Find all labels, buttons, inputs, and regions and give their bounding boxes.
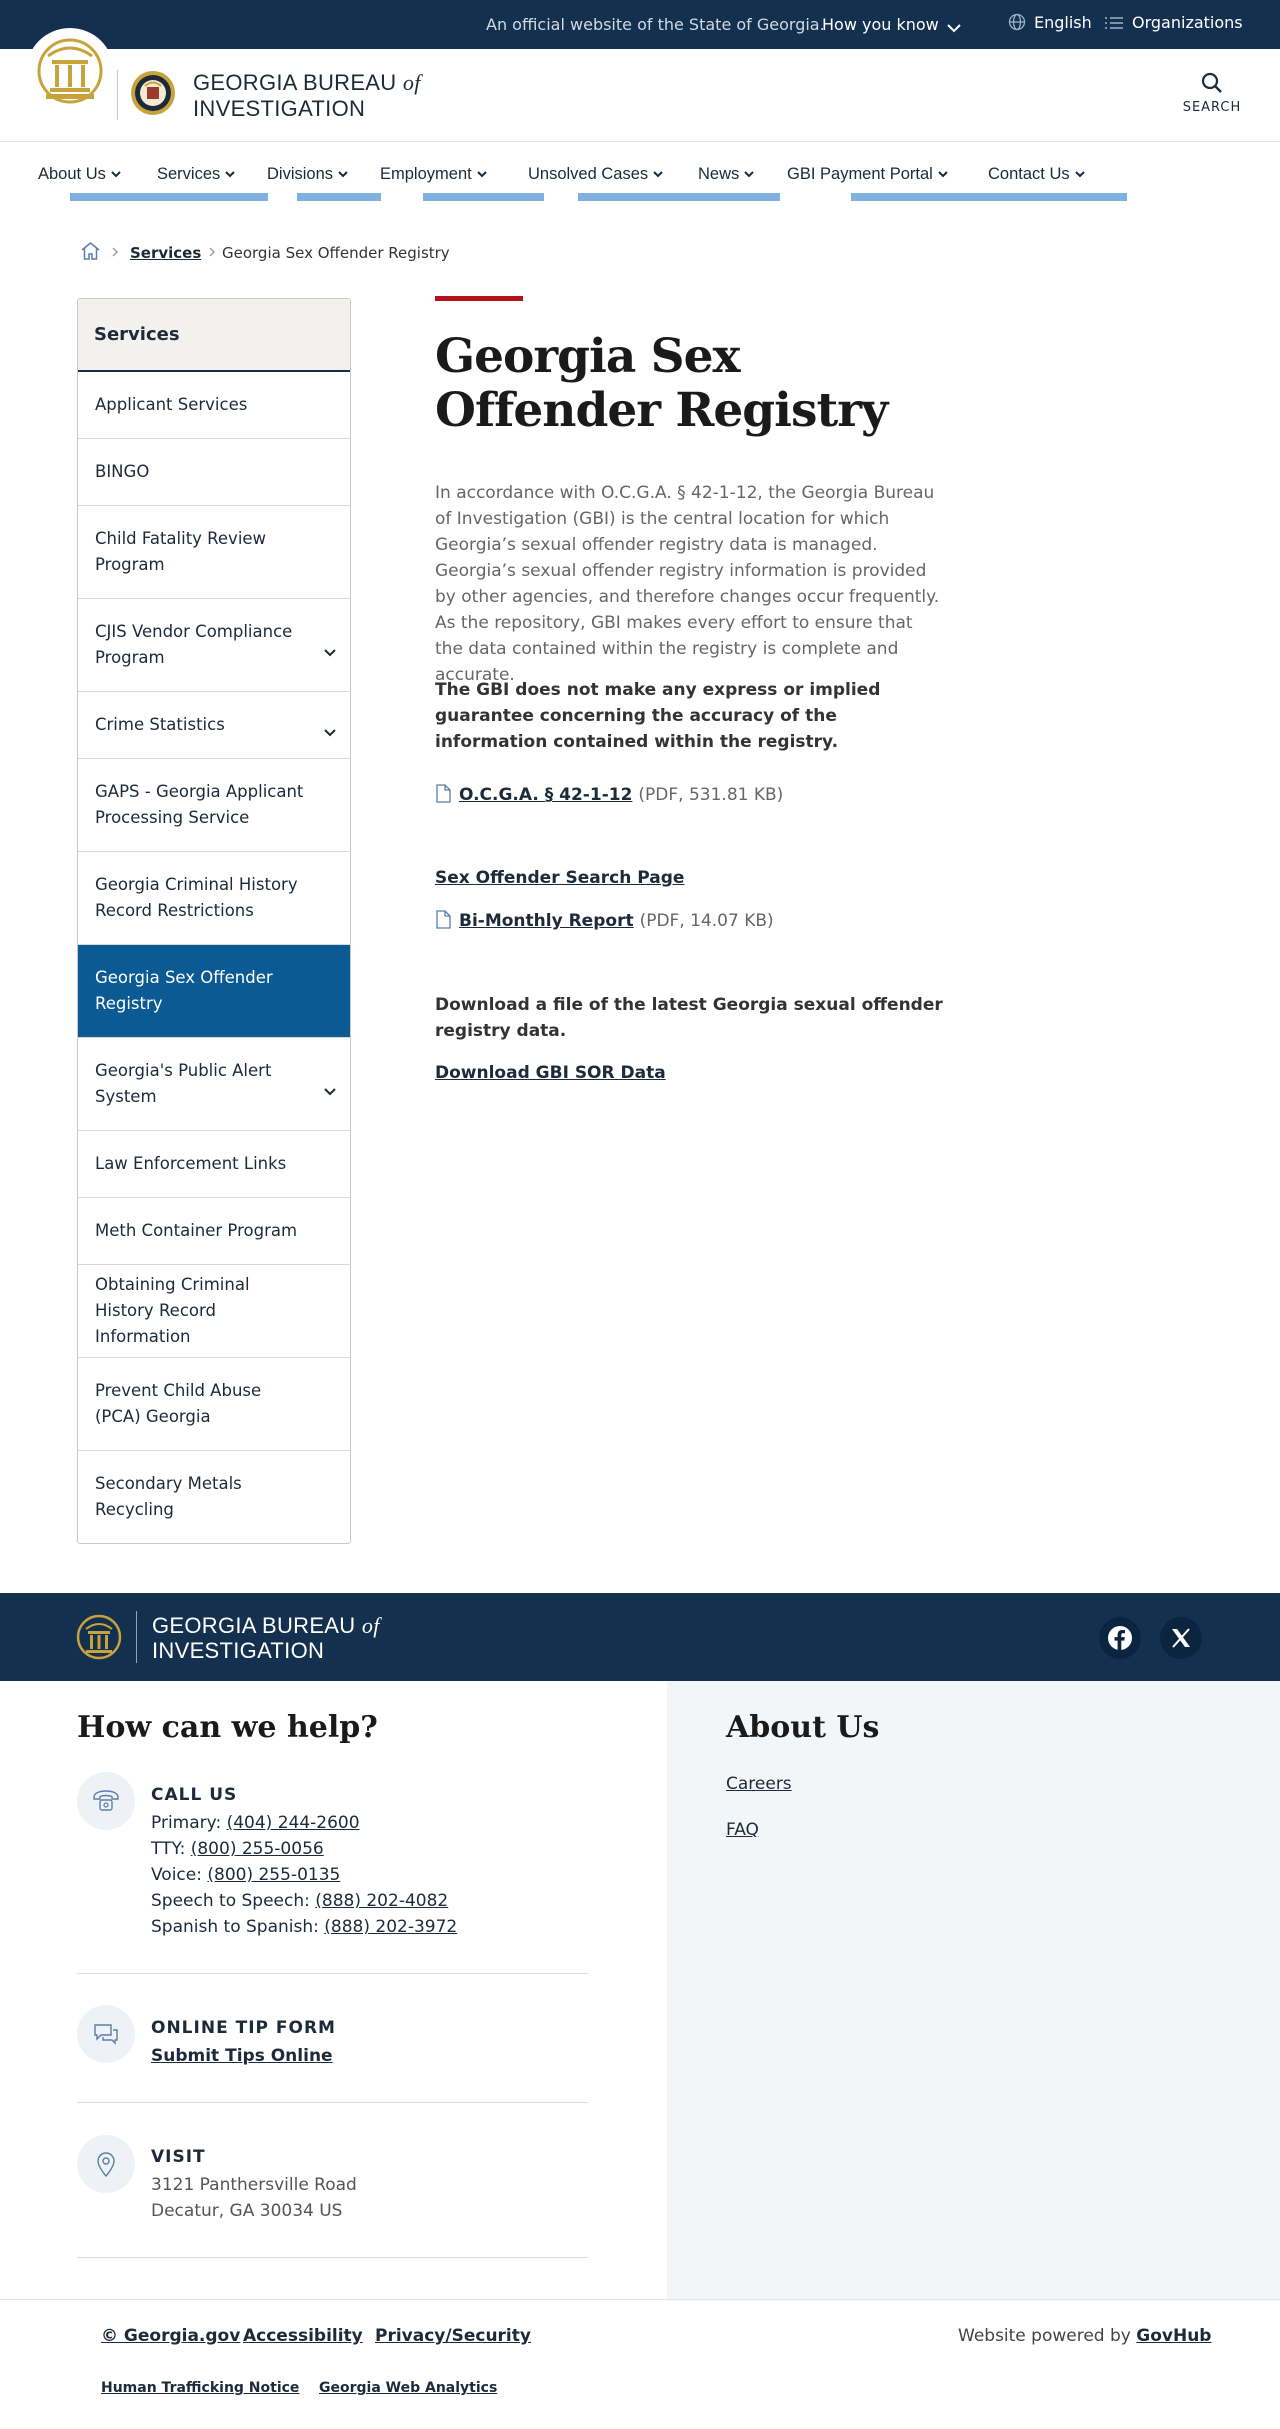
- help-title: How can we help?: [77, 1710, 378, 1745]
- nav-item-label: Contact Us: [988, 165, 1070, 183]
- nav-item-label: Services: [157, 165, 221, 183]
- sidebar-item-law-enforcement-links[interactable]: [78, 1131, 350, 1198]
- main-navigation: [0, 160, 1280, 190]
- download-sor-data-link[interactable]: Download GBI SOR Data: [435, 1063, 666, 1083]
- phone-tty-link[interactable]: (800) 255-0056: [190, 1839, 324, 1859]
- facebook-icon[interactable]: [1099, 1617, 1141, 1659]
- chevron-down-icon: [744, 164, 754, 183]
- phone-icon: [77, 1772, 135, 1830]
- chevron-down-icon[interactable]: [324, 1078, 336, 1104]
- georgia-web-analytics-link[interactable]: Georgia Web Analytics: [319, 2380, 498, 2396]
- chevron-down-icon[interactable]: [324, 639, 336, 665]
- sidebar-item-bingo[interactable]: [78, 439, 350, 506]
- bimonthly-file-item: [435, 910, 774, 931]
- faq-link[interactable]: FAQ: [726, 1820, 759, 1840]
- online-tip-label: ONLINE TIP FORM: [151, 2018, 336, 2038]
- phone-spanish: [151, 1917, 457, 1937]
- breadcrumb-separator-icon: [208, 244, 216, 262]
- nav-item-employment[interactable]: [380, 164, 487, 184]
- bottom-bar-border: [0, 2299, 1280, 2300]
- file-icon: [435, 784, 451, 803]
- phone-label: Primary:: [151, 1813, 222, 1833]
- sidebar-item-label: Georgia's Public Alert System: [95, 1061, 272, 1106]
- chevron-down-icon: [338, 164, 348, 183]
- organizations-menu[interactable]: [1104, 13, 1243, 32]
- how-you-know-label: How you know: [822, 15, 939, 34]
- language-label: English: [1034, 13, 1092, 32]
- chevron-down-icon[interactable]: [324, 719, 336, 745]
- sidebar-item-public-alert-system[interactable]: [78, 1038, 350, 1131]
- nav-item-gbi-payment-portal[interactable]: [787, 164, 948, 184]
- official-site-banner: [0, 0, 1280, 49]
- page-title: Georgia Sex Offender Registry: [435, 329, 888, 438]
- sidebar-item-cjis-vendor-compliance[interactable]: [78, 599, 350, 692]
- nav-item-label: News: [698, 165, 740, 183]
- sidebar-item-obtaining-criminal-history[interactable]: [78, 1265, 350, 1358]
- chevron-down-icon: [1075, 164, 1085, 183]
- about-us-title: About Us: [726, 1710, 880, 1745]
- footer-divider: [77, 1973, 588, 1974]
- agency-name-line1: [193, 70, 421, 96]
- nav-item-label: Employment: [380, 165, 472, 183]
- visit-label: VISIT: [151, 2147, 206, 2167]
- chevron-down-icon: [225, 164, 235, 183]
- human-trafficking-link[interactable]: Human Trafficking Notice: [101, 2380, 300, 2396]
- gbi-badge-logo[interactable]: [130, 70, 176, 116]
- header-border: [0, 141, 1280, 142]
- footer-divider: [77, 2102, 588, 2103]
- chevron-down-icon: [947, 15, 969, 34]
- submit-tips-link[interactable]: Submit Tips Online: [151, 2046, 333, 2066]
- georgia-state-seal-logo[interactable]: [76, 1611, 122, 1663]
- footer-agency-line2: INVESTIGATION: [152, 1638, 325, 1663]
- footer-agency-of: of: [361, 1613, 380, 1638]
- ocga-pdf-link[interactable]: O.C.G.A. § 42-1-12: [459, 785, 633, 805]
- sidebar-item-label: Child Fatality Review Program: [95, 529, 267, 574]
- x-twitter-icon[interactable]: [1160, 1617, 1202, 1659]
- sex-offender-search-link[interactable]: Sex Offender Search Page: [435, 868, 685, 888]
- sidebar-item-label: Georgia Sex Offender Registry: [95, 968, 273, 1013]
- sidebar-item-child-fatality-review[interactable]: [78, 506, 350, 599]
- location-pin-icon: [77, 2135, 135, 2193]
- address-line-1: 3121 Panthersville Road: [151, 2175, 357, 2195]
- search-button[interactable]: [1180, 72, 1244, 115]
- sidebar-item-label: GAPS - Georgia Applicant Processing Service: [95, 782, 304, 827]
- nav-highlight-strip: [578, 193, 780, 201]
- phone-voice: [151, 1865, 340, 1885]
- nav-highlight-strip: [70, 193, 268, 201]
- sidebar-item-secondary-metals[interactable]: [78, 1451, 350, 1543]
- sidebar-item-label: Law Enforcement Links: [95, 1154, 287, 1173]
- nav-item-contact-us[interactable]: [988, 164, 1085, 184]
- agency-name-line2: INVESTIGATION: [193, 96, 366, 121]
- home-icon[interactable]: [80, 241, 101, 265]
- nav-item-about-us[interactable]: [38, 164, 121, 184]
- how-you-know-toggle[interactable]: [822, 15, 969, 34]
- nav-highlight-strip: [851, 193, 1127, 201]
- footer-divider: [136, 1611, 137, 1663]
- phone-label: Voice:: [151, 1865, 202, 1885]
- chevron-down-icon: [477, 164, 487, 183]
- breadcrumb-services-link[interactable]: Services: [130, 244, 202, 262]
- footer-agency-bureau: GEORGIA BUREAU: [152, 1613, 362, 1638]
- nav-item-unsolved-cases[interactable]: [528, 164, 663, 184]
- agency-name-bureau: GEORGIA BUREAU: [193, 70, 403, 95]
- phone-label: Speech to Speech:: [151, 1891, 310, 1911]
- nav-highlight-strip: [423, 193, 544, 201]
- georgia-gov-link[interactable]: © Georgia.gov: [101, 2326, 241, 2346]
- chevron-down-icon: [938, 164, 948, 183]
- sidebar-item-label: BINGO: [95, 462, 150, 481]
- list-icon: [1104, 15, 1124, 31]
- sidebar-item-label: Georgia Criminal History Record Restrictions: [95, 875, 298, 920]
- phone-primary-link[interactable]: (404) 244-2600: [226, 1813, 360, 1833]
- address-line-2: Decatur, GA 30034 US: [151, 2201, 343, 2221]
- footer-agency-name[interactable]: [152, 1613, 380, 1663]
- nav-item-services[interactable]: [157, 164, 235, 184]
- globe-icon: [1008, 13, 1026, 31]
- agency-name-of: of: [402, 70, 421, 95]
- careers-link[interactable]: Careers: [726, 1774, 792, 1794]
- official-site-text: An official website of the State of Georgia.: [486, 15, 825, 34]
- accessibility-link[interactable]: Accessibility: [243, 2326, 363, 2346]
- georgia-state-seal-logo[interactable]: [26, 28, 114, 116]
- breadcrumb-current: Georgia Sex Offender Registry: [222, 244, 450, 262]
- phone-voice-link[interactable]: (800) 255-0135: [207, 1865, 341, 1885]
- sidebar-item-criminal-history-restrictions[interactable]: [78, 852, 350, 945]
- sidebar-item-label: Prevent Child Abuse (PCA) Georgia: [95, 1381, 262, 1426]
- sidebar-item-crime-statistics[interactable]: [78, 692, 350, 759]
- sidebar-item-label: Applicant Services: [95, 395, 248, 414]
- agency-name[interactable]: [193, 70, 421, 122]
- search-icon: [1201, 72, 1223, 94]
- intro-paragraph: In accordance with O.C.G.A. § 42-1-12, the Georgia Bureau of Investigation (GBI) is the central location for which Georgia’s sexual offender registry data is managed. Georgia’s sexual offender registry information is provided by other agencies, and therefore changes occur frequently. As the repository, GBI makes every effort to ensure that the data contained within the registry is complete and accurate.: [435, 483, 940, 685]
- nav-item-label: Divisions: [267, 165, 334, 183]
- phone-primary: [151, 1813, 360, 1833]
- sidebar-item-label: Meth Container Program: [95, 1221, 298, 1240]
- sidebar-title: Services: [78, 299, 350, 372]
- nav-item-label: GBI Payment Portal: [787, 165, 933, 183]
- phone-label: TTY:: [151, 1839, 186, 1859]
- nav-item-divisions[interactable]: [267, 164, 348, 184]
- disclaimer-paragraph: The GBI does not make any express or implied guarantee concerning the accuracy of the information contained within the registry.: [435, 680, 881, 752]
- sidebar-item-prevent-child-abuse[interactable]: [78, 1358, 350, 1451]
- nav-item-news[interactable]: [698, 164, 754, 184]
- nav-item-label: About Us: [38, 165, 106, 183]
- powered-by: [958, 2326, 1211, 2346]
- download-description: Download a file of the latest Georgia sexual offender registry data.: [435, 995, 943, 1041]
- phone-spanish-link[interactable]: (888) 202-3972: [324, 1917, 458, 1937]
- bimonthly-file-meta: (PDF, 14.07 KB): [639, 911, 774, 931]
- breadcrumb-separator-icon: [111, 244, 119, 262]
- language-selector[interactable]: [1008, 13, 1092, 32]
- phone-label: Spanish to Spanish:: [151, 1917, 319, 1937]
- nav-item-label: Unsolved Cases: [528, 165, 649, 183]
- title-accent-bar: [435, 296, 523, 301]
- sidebar-item-meth-container[interactable]: [78, 1198, 350, 1265]
- sidebar-item-applicant-services[interactable]: [78, 372, 350, 439]
- bimonthly-report-link[interactable]: Bi-Monthly Report: [459, 911, 634, 931]
- organizations-label: Organizations: [1132, 13, 1243, 32]
- ocga-file-item: [435, 784, 783, 805]
- file-icon: [435, 910, 451, 929]
- chat-icon: [77, 2005, 135, 2063]
- sidebar-item-label: Crime Statistics: [95, 715, 225, 734]
- nav-highlight-strip: [297, 193, 381, 201]
- sidebar-item-label: Secondary Metals Recycling: [95, 1474, 242, 1519]
- sidebar-item-label: CJIS Vendor Compliance Program: [95, 622, 293, 667]
- footer-divider: [77, 2257, 588, 2258]
- call-us-label: CALL US: [151, 1785, 238, 1805]
- phone-tty: [151, 1839, 324, 1859]
- powered-by-text: Website powered by: [958, 2326, 1137, 2346]
- services-sidebar: [77, 298, 351, 1544]
- search-label: SEARCH: [1182, 100, 1242, 115]
- footer-agency-line1: [152, 1613, 380, 1638]
- footer-brand-bar: [0, 1593, 1280, 1681]
- phone-speech-link[interactable]: (888) 202-4082: [315, 1891, 449, 1911]
- sidebar-item-gaps[interactable]: [78, 759, 350, 852]
- phone-speech: [151, 1891, 448, 1911]
- header-divider: [117, 70, 118, 120]
- ocga-file-meta: (PDF, 531.81 KB): [638, 785, 784, 805]
- sidebar-item-label: Obtaining Criminal History Record Information: [95, 1275, 250, 1346]
- sidebar-item-sex-offender-registry[interactable]: [78, 945, 350, 1038]
- chevron-down-icon: [111, 164, 121, 183]
- privacy-security-link[interactable]: Privacy/Security: [375, 2326, 531, 2346]
- govhub-link[interactable]: GovHub: [1136, 2326, 1212, 2346]
- chevron-down-icon: [653, 164, 663, 183]
